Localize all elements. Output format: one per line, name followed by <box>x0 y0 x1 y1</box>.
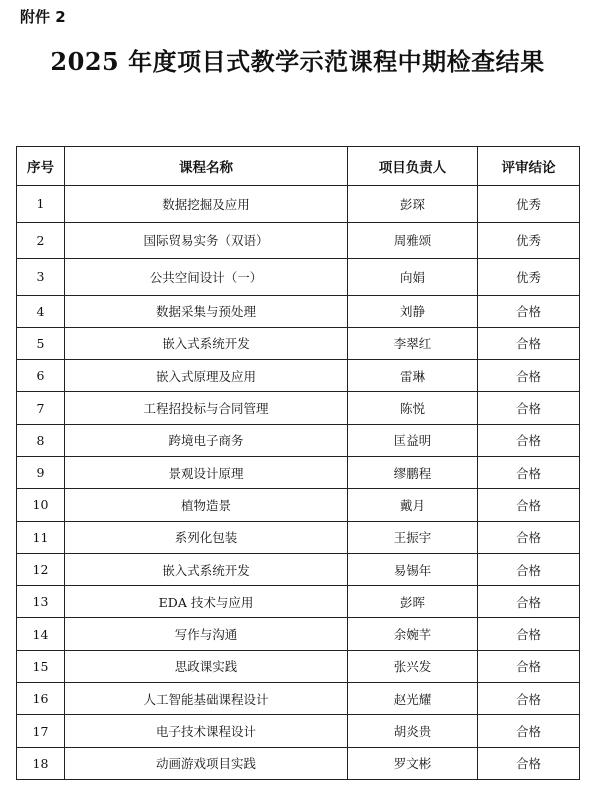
course-name: 数据挖掘及应用 <box>65 186 348 223</box>
table-row <box>17 683 580 715</box>
table-row <box>17 295 580 327</box>
course-name: 跨境电子商务 <box>65 424 348 456</box>
course-name: 嵌入式系统开发 <box>65 327 348 359</box>
review-result: 合格 <box>478 456 580 488</box>
row-index: 3 <box>17 259 65 296</box>
review-result: 合格 <box>478 715 580 747</box>
review-result: 合格 <box>478 392 580 424</box>
review-result: 优秀 <box>478 186 580 223</box>
table-header-row <box>17 147 580 186</box>
course-name: 植物造景 <box>65 489 348 521</box>
review-result: 合格 <box>478 295 580 327</box>
table-row <box>17 327 580 359</box>
header-course-name: 课程名称 <box>65 147 348 186</box>
project-leader: 雷琳 <box>348 360 478 392</box>
project-leader: 罗文彬 <box>348 747 478 779</box>
review-result: 合格 <box>478 586 580 618</box>
table-row <box>17 392 580 424</box>
row-index: 9 <box>17 456 65 488</box>
review-result: 合格 <box>478 747 580 779</box>
review-result: 合格 <box>478 521 580 553</box>
project-leader: 王振宇 <box>348 521 478 553</box>
row-index: 11 <box>17 521 65 553</box>
course-name: 电子技术课程设计 <box>65 715 348 747</box>
table-row <box>17 186 580 223</box>
row-index: 13 <box>17 586 65 618</box>
row-index: 4 <box>17 295 65 327</box>
row-index: 18 <box>17 747 65 779</box>
review-result: 优秀 <box>478 259 580 296</box>
row-index: 12 <box>17 553 65 585</box>
row-index: 10 <box>17 489 65 521</box>
row-index: 15 <box>17 650 65 682</box>
project-leader: 余婉芊 <box>348 618 478 650</box>
review-result: 合格 <box>478 360 580 392</box>
project-leader: 胡炎贵 <box>348 715 478 747</box>
attachment-label: 附件 2 <box>20 8 66 26</box>
project-leader: 赵光耀 <box>348 683 478 715</box>
project-leader: 彭琛 <box>348 186 478 223</box>
project-leader: 张兴发 <box>348 650 478 682</box>
project-leader: 陈悦 <box>348 392 478 424</box>
review-result: 优秀 <box>478 222 580 259</box>
row-index: 7 <box>17 392 65 424</box>
course-name: EDA 技术与应用 <box>65 586 348 618</box>
table-row <box>17 553 580 585</box>
document-title: 2025 年度项目式教学示范课程中期检查结果 <box>50 47 545 76</box>
course-name: 景观设计原理 <box>65 456 348 488</box>
course-name: 动画游戏项目实践 <box>65 747 348 779</box>
table-row <box>17 715 580 747</box>
header-review-result: 评审结论 <box>478 147 580 186</box>
project-leader: 易锡年 <box>348 553 478 585</box>
header-project-leader: 项目负责人 <box>348 147 478 186</box>
review-result: 合格 <box>478 424 580 456</box>
review-result: 合格 <box>478 683 580 715</box>
row-index: 14 <box>17 618 65 650</box>
row-index: 16 <box>17 683 65 715</box>
table-row <box>17 618 580 650</box>
course-name: 思政课实践 <box>65 650 348 682</box>
table-body <box>17 186 580 780</box>
row-index: 8 <box>17 424 65 456</box>
table-row <box>17 456 580 488</box>
project-leader: 周雅颂 <box>348 222 478 259</box>
project-leader: 刘静 <box>348 295 478 327</box>
table-row <box>17 360 580 392</box>
course-name: 公共空间设计（一） <box>65 259 348 296</box>
course-name: 嵌入式系统开发 <box>65 553 348 585</box>
header-index: 序号 <box>17 147 65 186</box>
results-table <box>16 146 580 780</box>
review-result: 合格 <box>478 327 580 359</box>
project-leader: 李翠红 <box>348 327 478 359</box>
row-index: 5 <box>17 327 65 359</box>
table-row <box>17 222 580 259</box>
table-row <box>17 489 580 521</box>
course-name: 工程招投标与合同管理 <box>65 392 348 424</box>
project-leader: 匡益明 <box>348 424 478 456</box>
course-name: 系列化包装 <box>65 521 348 553</box>
project-leader: 向娟 <box>348 259 478 296</box>
table-row <box>17 259 580 296</box>
table-row <box>17 521 580 553</box>
course-name: 写作与沟通 <box>65 618 348 650</box>
review-result: 合格 <box>478 489 580 521</box>
project-leader: 缪鹏程 <box>348 456 478 488</box>
project-leader: 戴月 <box>348 489 478 521</box>
course-name: 数据采集与预处理 <box>65 295 348 327</box>
table-row <box>17 747 580 779</box>
row-index: 6 <box>17 360 65 392</box>
table-row <box>17 650 580 682</box>
course-name: 国际贸易实务（双语） <box>65 222 348 259</box>
project-leader: 彭晖 <box>348 586 478 618</box>
table-row <box>17 424 580 456</box>
row-index: 2 <box>17 222 65 259</box>
table-row <box>17 586 580 618</box>
row-index: 1 <box>17 186 65 223</box>
review-result: 合格 <box>478 618 580 650</box>
review-result: 合格 <box>478 650 580 682</box>
row-index: 17 <box>17 715 65 747</box>
review-result: 合格 <box>478 553 580 585</box>
course-name: 人工智能基础课程设计 <box>65 683 348 715</box>
course-name: 嵌入式原理及应用 <box>65 360 348 392</box>
